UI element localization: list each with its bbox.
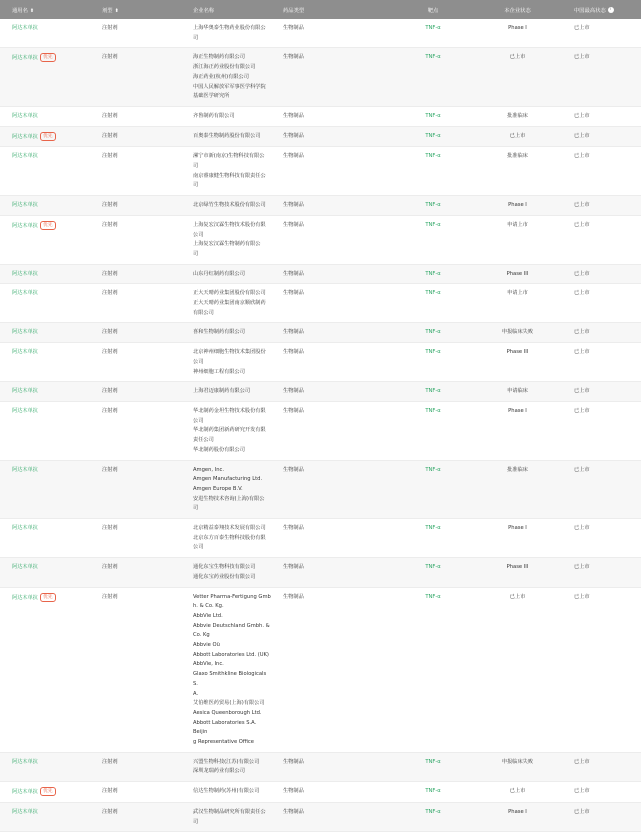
header-company: 企业名称 <box>193 7 215 14</box>
table-row <box>0 19 641 48</box>
target-link[interactable]: TNF-α <box>425 153 441 160</box>
sort-arrow-icon[interactable]: ⬍ <box>29 7 35 14</box>
cell-target <box>393 106 473 126</box>
company-name[interactable]: 深圳龙瑞药业有限公司 <box>193 768 245 775</box>
table-row <box>0 126 641 147</box>
table-row <box>0 264 641 284</box>
cell-company <box>181 752 271 781</box>
drug-link[interactable]: 阿达木单抗 <box>12 466 38 473</box>
cell-target <box>393 519 473 558</box>
cell-company <box>181 106 271 126</box>
target-link[interactable]: TNF-α <box>425 593 441 600</box>
priority-badge: 优先 <box>40 53 56 62</box>
cell-company-status: 批准临床 <box>473 147 562 196</box>
header-target: 靶点 <box>427 7 439 14</box>
drug-link[interactable]: 阿达木单抗 <box>12 290 38 297</box>
cell-company <box>181 215 271 264</box>
cell-china-status: 已上市 <box>562 215 641 264</box>
company-name[interactable]: g Representative Office <box>193 739 254 746</box>
target-link[interactable]: TNF-α <box>425 808 441 815</box>
drug-link[interactable]: 阿达木单抗 <box>12 153 38 160</box>
cell-company <box>181 587 271 752</box>
sort-arrow-icon[interactable]: ⬍ <box>114 7 119 14</box>
company-name[interactable]: Vetter Pharma-Fertigung Gmb <box>193 593 271 600</box>
cell-drug <box>0 519 90 558</box>
cell-type: 生物制品 <box>271 558 393 587</box>
target-link[interactable]: TNF-α <box>425 388 441 395</box>
company-name[interactable]: 北京绿竹生物技术股份有限公司 <box>193 202 266 209</box>
cell-drug <box>0 19 90 48</box>
drug-link[interactable]: 阿达木单抗 <box>12 349 38 356</box>
company-name[interactable]: 华北制药股份有限公司 <box>193 446 245 453</box>
cell-type: 生物制品 <box>271 782 393 803</box>
company-name[interactable]: 齐鲁制药有限公司 <box>193 112 235 119</box>
cell-type: 生物制品 <box>271 382 393 402</box>
priority-badge: 优先 <box>40 221 56 230</box>
cell-china-status: 已上市 <box>562 106 641 126</box>
cell-company-status: Phase I <box>473 401 562 460</box>
cell-type: 生物制品 <box>271 460 393 519</box>
company-name[interactable]: 基础医学研究所 <box>193 93 230 100</box>
cell-china-status: 已上市 <box>562 752 641 781</box>
target-link[interactable]: TNF-α <box>425 25 441 31</box>
cell-form: 注射剂 <box>90 48 181 107</box>
company-name[interactable]: 信达生物制药(苏州)有限公司 <box>193 788 260 795</box>
cell-form: 注射剂 <box>90 460 181 519</box>
cell-company <box>181 343 271 382</box>
cell-drug <box>0 215 90 264</box>
company-name[interactable]: 上海华奥泰生物药业股份有限公 <box>193 25 266 31</box>
target-link[interactable]: TNF-α <box>425 54 441 61</box>
company-name[interactable]: AbbVie Ltd. <box>193 612 223 619</box>
cell-form: 注射剂 <box>90 196 181 216</box>
cell-form: 注射剂 <box>90 284 181 323</box>
company-name[interactable]: 北京神州细胞生物技术集团股份 <box>193 349 266 356</box>
cell-china-status: 已上市 <box>562 401 641 460</box>
company-name[interactable]: Co. Kg <box>193 632 210 639</box>
target-link[interactable]: TNF-α <box>425 349 441 356</box>
target-link[interactable]: TNF-α <box>425 202 441 209</box>
cell-target <box>393 48 473 107</box>
cell-china-status: 已上市 <box>562 519 641 558</box>
company-name[interactable]: Amgen, Inc. <box>193 466 224 473</box>
company-name[interactable]: A. <box>193 690 199 697</box>
cell-china-status: 已上市 <box>562 284 641 323</box>
cell-drug <box>0 401 90 460</box>
cell-drug <box>0 752 90 781</box>
cell-type: 生物制品 <box>271 106 393 126</box>
cell-company-status: 已上市 <box>473 126 562 147</box>
company-name[interactable]: 上海君迈康制药有限公司 <box>193 388 251 395</box>
cell-company <box>181 460 271 519</box>
target-link[interactable]: TNF-α <box>425 466 441 473</box>
table-row <box>0 147 641 196</box>
cell-target <box>393 126 473 147</box>
drug-link[interactable]: 阿达木单抗 <box>12 329 38 336</box>
cell-target <box>393 215 473 264</box>
table-row <box>0 323 641 343</box>
cell-company <box>181 382 271 402</box>
cell-target <box>393 196 473 216</box>
table-row <box>0 343 641 382</box>
cell-company-status: Phase I <box>473 19 562 48</box>
cell-company <box>181 782 271 803</box>
table-body <box>0 19 641 832</box>
cell-company-status: 已上市 <box>473 48 562 107</box>
company-name[interactable]: 司 <box>193 182 199 189</box>
cell-company <box>181 196 271 216</box>
company-name[interactable]: 正大天晴药业集团南京顺欣制药 <box>193 300 266 307</box>
target-link[interactable]: TNF-α <box>425 290 441 297</box>
cell-china-status: 已上市 <box>562 323 641 343</box>
cell-target <box>393 147 473 196</box>
table-row <box>0 558 641 587</box>
cell-china-status: 已上市 <box>562 19 641 48</box>
company-name[interactable]: 百奥泰生物制药股份有限公司 <box>193 132 261 139</box>
cell-target <box>393 323 473 343</box>
company-name[interactable]: 北京精益泰翔技术发展有限公司 <box>193 525 266 532</box>
company-name[interactable]: 华北制药金坦生物技术股份有限 <box>193 407 266 414</box>
company-name[interactable]: 海正药业(杭州)有限公司 <box>193 73 249 80</box>
cell-target <box>393 802 473 831</box>
cell-type: 生物制品 <box>271 19 393 48</box>
cell-drug <box>0 264 90 284</box>
cell-china-status: 已上市 <box>562 264 641 284</box>
table-row <box>0 106 641 126</box>
company-name[interactable]: Abbvie Deutschland Gmbh. & <box>193 622 270 629</box>
company-name[interactable]: 海正生物制药有限公司 <box>193 54 245 61</box>
cell-company-status: 申报临床失败 <box>473 752 562 781</box>
company-name[interactable]: 司 <box>193 34 199 41</box>
cell-company-status: 批准临床 <box>473 460 562 519</box>
company-name[interactable]: 上海复宏汉霖生物制药有限公 <box>193 241 261 248</box>
table-row <box>0 48 641 107</box>
cell-company <box>181 284 271 323</box>
priority-badge: 优先 <box>40 787 56 796</box>
company-name[interactable]: 公司 <box>193 417 204 424</box>
header-china-status: 中国最高状态 i <box>562 0 641 19</box>
cell-company <box>181 48 271 107</box>
cell-china-status: 已上市 <box>562 802 641 831</box>
cell-target <box>393 587 473 752</box>
cell-type: 生物制品 <box>271 802 393 831</box>
header-generic-name[interactable]: 通用名 ⬍ <box>12 7 35 14</box>
company-name[interactable]: 华北制药集团新药研究开发有限 <box>193 427 266 434</box>
cell-type: 生物制品 <box>271 752 393 781</box>
table-row <box>0 802 641 831</box>
cell-company-status: 申请临床 <box>473 382 562 402</box>
cell-form: 注射剂 <box>90 19 181 48</box>
cell-china-status: 已上市 <box>562 196 641 216</box>
cell-type: 生物制品 <box>271 323 393 343</box>
priority-badge: 优先 <box>40 593 56 602</box>
drug-link[interactable]: 阿达木单抗 <box>12 525 38 532</box>
cell-company <box>181 802 271 831</box>
company-name[interactable]: 司 <box>193 163 199 170</box>
cell-type: 生物制品 <box>271 126 393 147</box>
cell-form: 注射剂 <box>90 519 181 558</box>
cell-china-status: 已上市 <box>562 343 641 382</box>
table-row <box>0 284 641 323</box>
drug-link[interactable]: 阿达木单抗 <box>12 808 38 815</box>
header-company-status: 本企业状态 <box>504 7 531 14</box>
cell-company-status: 申请上市 <box>473 284 562 323</box>
table-header-row <box>0 0 641 19</box>
cell-drug <box>0 48 90 107</box>
cell-drug <box>0 382 90 402</box>
cell-form: 注射剂 <box>90 752 181 781</box>
drug-link[interactable]: 阿达木单抗 <box>12 202 38 209</box>
cell-company-status: 已上市 <box>473 587 562 752</box>
company-name[interactable]: h. & Co. Kg. <box>193 603 224 610</box>
company-name[interactable]: 北京东方百泰生物科技股份有限 <box>193 534 266 541</box>
cell-form: 注射剂 <box>90 343 181 382</box>
cell-form: 注射剂 <box>90 558 181 587</box>
company-name[interactable]: Amgen Europe B.V. <box>193 485 243 492</box>
priority-badge: 优先 <box>40 132 56 141</box>
company-name[interactable]: 浙江海正药业股份有限公司 <box>193 64 256 71</box>
company-name[interactable]: AbbVie, Inc. <box>193 661 224 668</box>
cell-target <box>393 752 473 781</box>
cell-company <box>181 126 271 147</box>
table-row <box>0 587 641 752</box>
cell-type: 生物制品 <box>271 519 393 558</box>
drug-link[interactable]: 阿达木单抗 <box>12 388 38 395</box>
company-name[interactable]: 通化东宝药业股份有限公司 <box>193 573 256 580</box>
company-name[interactable]: 司 <box>193 250 199 257</box>
drug-link[interactable]: 阿达木单抗 <box>12 789 38 796</box>
cell-form: 注射剂 <box>90 215 181 264</box>
cell-form: 注射剂 <box>90 147 181 196</box>
company-name[interactable]: 通化东宝生物科技有限公司 <box>193 564 256 571</box>
drug-link[interactable]: 阿达木单抗 <box>12 564 38 571</box>
cell-china-status: 已上市 <box>562 126 641 147</box>
cell-form: 注射剂 <box>90 782 181 803</box>
drug-link[interactable]: 阿达木单抗 <box>12 55 38 62</box>
table-row <box>0 215 641 264</box>
drug-link[interactable]: 阿达木单抗 <box>12 270 38 277</box>
cell-china-status: 已上市 <box>562 48 641 107</box>
cell-company-status: Phase III <box>473 343 562 382</box>
cell-company-status: Phase I <box>473 519 562 558</box>
company-name[interactable]: 艾伯维医药贸易(上海)有限公司 <box>193 700 265 707</box>
cell-company <box>181 519 271 558</box>
target-link[interactable]: TNF-α <box>425 270 441 277</box>
target-link[interactable]: TNF-α <box>425 564 441 571</box>
drug-link[interactable]: 阿达木单抗 <box>12 25 38 31</box>
cell-form: 注射剂 <box>90 802 181 831</box>
cell-drug <box>0 147 90 196</box>
cell-target <box>393 558 473 587</box>
company-name[interactable]: 安进生物技术咨询(上海)有限公 <box>193 495 265 502</box>
company-name[interactable]: 公司 <box>193 231 204 238</box>
company-name[interactable]: Glaxo Smithkline Biologicals S. <box>193 671 267 687</box>
cell-company-status: Phase I <box>473 802 562 831</box>
drug-link[interactable]: 阿达木单抗 <box>12 407 38 414</box>
table-row <box>0 382 641 402</box>
cell-drug <box>0 460 90 519</box>
target-link[interactable]: TNF-α <box>425 112 441 119</box>
cell-drug <box>0 106 90 126</box>
cell-target <box>393 284 473 323</box>
cell-type: 生物制品 <box>271 284 393 323</box>
target-link[interactable]: TNF-α <box>425 407 441 414</box>
cell-china-status: 已上市 <box>562 147 641 196</box>
cell-company-status: 申报临床失败 <box>473 323 562 343</box>
table-row <box>0 460 641 519</box>
cell-china-status: 已上市 <box>562 382 641 402</box>
cell-form: 注射剂 <box>90 382 181 402</box>
company-name[interactable]: Abbott Laboratories Ltd. (UK) <box>193 651 269 658</box>
cell-drug <box>0 802 90 831</box>
target-link[interactable]: TNF-α <box>425 132 441 139</box>
cell-company-status: 申请上市 <box>473 215 562 264</box>
cell-form: 注射剂 <box>90 106 181 126</box>
cell-company-status: Phase I <box>473 196 562 216</box>
cell-company-status: 已上市 <box>473 782 562 803</box>
cell-drug <box>0 126 90 147</box>
drug-link[interactable]: 阿达木单抗 <box>12 594 38 601</box>
company-name[interactable]: 山东丹红制药有限公司 <box>193 270 245 277</box>
cell-target <box>393 460 473 519</box>
cell-china-status: 已上市 <box>562 587 641 752</box>
header-drug-type: 药品类型 <box>283 7 305 14</box>
company-name[interactable]: 公司 <box>193 358 204 365</box>
cell-form: 注射剂 <box>90 401 181 460</box>
company-name[interactable]: 神州细胞工程有限公司 <box>193 368 245 375</box>
company-name[interactable]: 武汉生物制品研究所有限责任公 <box>193 808 266 815</box>
company-name[interactable]: 公司 <box>193 544 204 551</box>
cell-target <box>393 401 473 460</box>
company-name[interactable]: 中国人民解放军军事医学科学院 <box>193 83 266 90</box>
cell-china-status: 已上市 <box>562 558 641 587</box>
company-name[interactable]: 有限公司 <box>193 309 214 316</box>
cell-company-status: 批准临床 <box>473 106 562 126</box>
cell-drug <box>0 196 90 216</box>
cell-form: 注射剂 <box>90 126 181 147</box>
cell-company <box>181 264 271 284</box>
cell-drug <box>0 587 90 752</box>
cell-type: 生物制品 <box>271 48 393 107</box>
company-name[interactable]: 喜和生物制药有限公司 <box>193 329 245 336</box>
drug-link[interactable]: 阿达木单抗 <box>12 222 38 229</box>
cell-drug <box>0 782 90 803</box>
company-name[interactable]: 正大天晴药业集团股份有限公司 <box>193 290 266 297</box>
cell-type: 生物制品 <box>271 147 393 196</box>
table-row <box>0 752 641 781</box>
table-row <box>0 196 641 216</box>
cell-company <box>181 147 271 196</box>
cell-company <box>181 19 271 48</box>
cell-type: 生物制品 <box>271 264 393 284</box>
cell-type: 生物制品 <box>271 587 393 752</box>
cell-target <box>393 782 473 803</box>
company-name[interactable]: Abbott Laboratories S.A. Beijin <box>193 719 257 736</box>
cell-type: 生物制品 <box>271 401 393 460</box>
cell-drug <box>0 558 90 587</box>
target-link[interactable]: TNF-α <box>425 329 441 336</box>
target-link[interactable]: TNF-α <box>425 525 441 532</box>
cell-china-status: 已上市 <box>562 782 641 803</box>
company-name[interactable]: 南京睿康健生物科技有限责任公 <box>193 172 266 179</box>
cell-target <box>393 264 473 284</box>
cell-target <box>393 19 473 48</box>
drug-link[interactable]: 阿达木单抗 <box>12 758 38 765</box>
info-icon[interactable]: i <box>608 7 614 13</box>
cell-company <box>181 323 271 343</box>
header-dosage-form[interactable]: 剂型 ⬍ <box>102 7 119 14</box>
company-name[interactable]: Abbvie Oü <box>193 642 220 649</box>
company-name[interactable]: 上海复宏汉霖生物技术股份有限 <box>193 221 266 228</box>
cell-company-status: Phase III <box>473 558 562 587</box>
target-link[interactable]: TNF-α <box>425 221 441 228</box>
company-name[interactable]: 司 <box>193 818 199 825</box>
cell-drug <box>0 343 90 382</box>
cell-drug <box>0 284 90 323</box>
target-link[interactable]: TNF-α <box>425 788 441 795</box>
table-row <box>0 782 641 803</box>
cell-form: 注射剂 <box>90 587 181 752</box>
drug-link[interactable]: 阿达木单抗 <box>12 112 38 119</box>
company-name[interactable]: 司 <box>193 505 199 512</box>
table-row <box>0 401 641 460</box>
cell-form: 注射剂 <box>90 264 181 284</box>
drug-link[interactable]: 阿达木单抗 <box>12 133 38 140</box>
cell-type: 生物制品 <box>271 196 393 216</box>
company-name[interactable]: Amgen Manufacturing Ltd. <box>193 476 263 483</box>
cell-type: 生物制品 <box>271 343 393 382</box>
cell-target <box>393 382 473 402</box>
company-name[interactable]: Aesica Queenborough Ltd. <box>193 709 262 716</box>
cell-company <box>181 401 271 460</box>
cell-drug <box>0 323 90 343</box>
target-link[interactable]: TNF-α <box>425 758 441 765</box>
cell-company-status: Phase III <box>473 264 562 284</box>
cell-type: 生物制品 <box>271 215 393 264</box>
table-row <box>0 519 641 558</box>
company-name[interactable]: 漯宁市新(南京)生物科技有限公 <box>193 153 265 160</box>
cell-company <box>181 558 271 587</box>
cell-china-status: 已上市 <box>562 460 641 519</box>
cell-form: 注射剂 <box>90 323 181 343</box>
company-name[interactable]: 责任公司 <box>193 437 214 444</box>
cell-target <box>393 343 473 382</box>
company-name[interactable]: 兴盟生物科技(江苏)有限公司 <box>193 758 260 765</box>
